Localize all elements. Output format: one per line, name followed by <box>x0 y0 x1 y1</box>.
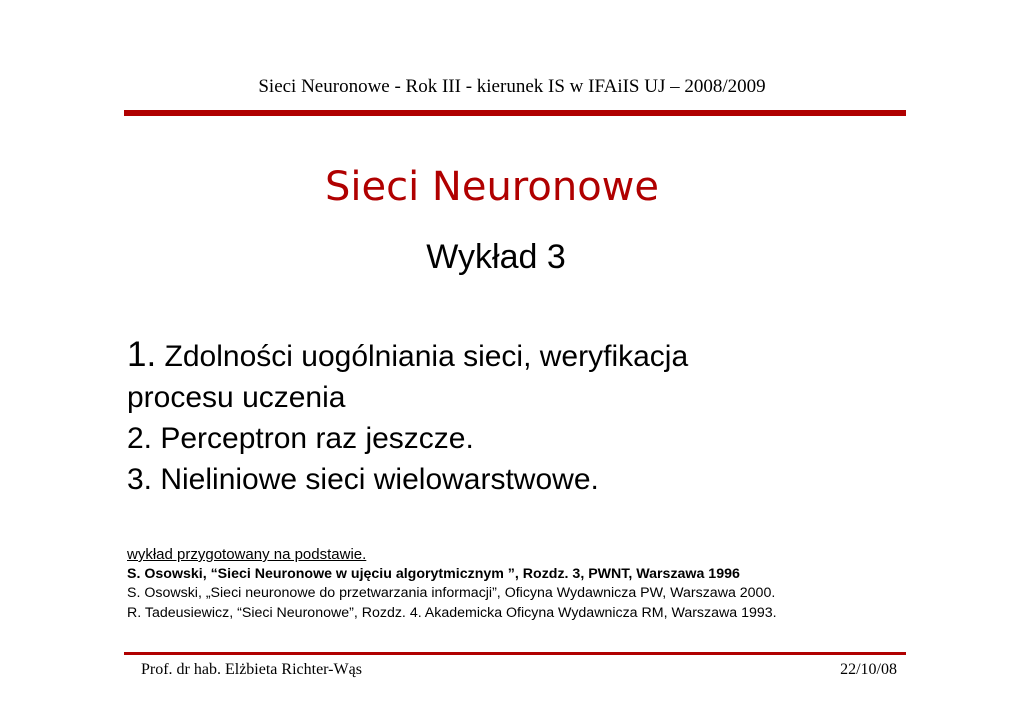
footer-divider <box>124 652 906 655</box>
topic-item-1-text: Zdolności uogólniania sieci, weryfikacja <box>164 340 689 373</box>
reference-1: S. Osowski, “Sieci Neuronowe w ujęciu algorytmicznym ”, Rozdz. 3, PWNT, Warszawa 1996 <box>127 565 740 582</box>
topic-item-3: 3. Nieliniowe sieci wielowarstwowe. <box>127 463 599 496</box>
slide-title: Sieci Neuronowe <box>324 164 659 210</box>
footer-date: 22/10/08 <box>840 661 897 678</box>
course-header: Sieci Neuronowe - Rok III - kierunek IS w IFAiIS UJ – 2008/2009 <box>258 76 766 97</box>
topics-list <box>127 334 887 500</box>
footer-author: Prof. dr hab. Elżbieta Richter-Wąs <box>141 661 362 678</box>
topic-item-2: 2. Perceptron raz jeszcze. <box>127 422 474 455</box>
topic-item-1-continuation: procesu uczenia <box>127 381 346 414</box>
references <box>127 545 907 623</box>
header-divider <box>124 110 906 116</box>
topic-item-1-number: 1. <box>127 335 157 374</box>
reference-2: S. Osowski, „Sieci neuronowe do przetwarzania informacji”, Oficyna Wydawnicza PW, Warszawa 2000. <box>127 585 776 601</box>
slide-subtitle: Wykład 3 <box>426 238 566 276</box>
references-intro: wykład przygotowany na podstawie. <box>127 546 367 563</box>
reference-3: R. Tadeusiewicz, “Sieci Neuronowe”, Rozdz. 4. Akademicka Oficyna Wydawnicza RM, Warszawa 1993. <box>127 604 777 621</box>
topic-item-1 <box>127 334 887 377</box>
